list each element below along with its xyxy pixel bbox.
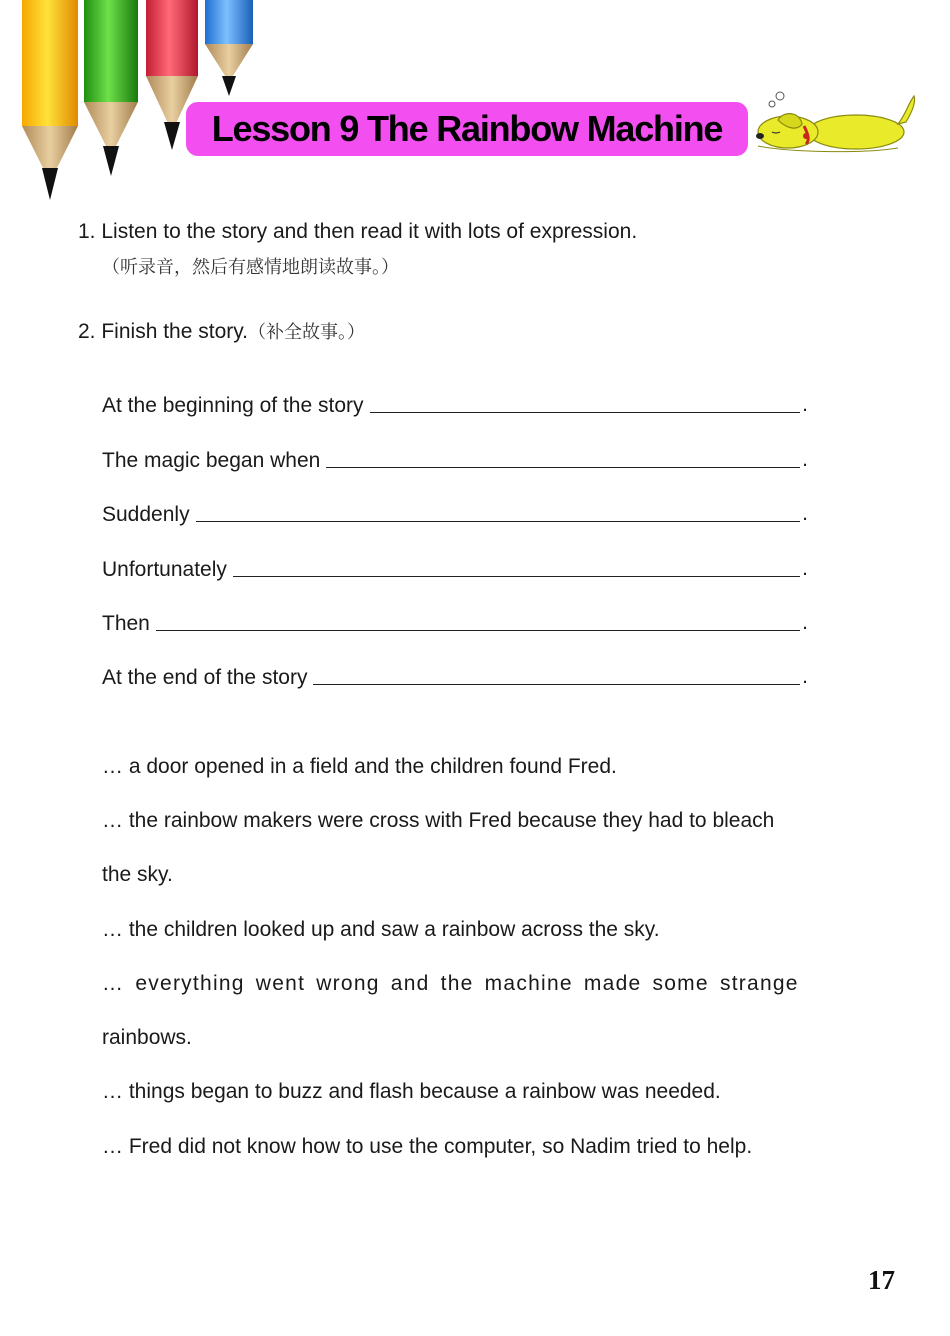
story-option: … Fred did not know how to use the computer, so Nadim tried to help.	[102, 1135, 753, 1158]
blue-pencil	[205, 0, 253, 96]
answer-blank[interactable]	[156, 610, 800, 631]
answer-blank[interactable]	[233, 556, 800, 577]
story-option: … the rainbow makers were cross with Fred because they had to bleach	[102, 809, 775, 832]
instruction-2-text: Finish the story.	[101, 320, 249, 343]
yellow-pencil	[22, 0, 78, 200]
answer-blank[interactable]	[313, 664, 800, 685]
lesson-title-banner	[186, 102, 748, 156]
lesson-title: Lesson 9 The Rainbow Machine	[211, 108, 723, 149]
fill-in-prompt: Suddenly	[102, 503, 190, 526]
story-option-continuation: rainbows.	[102, 1026, 192, 1049]
fill-in-row: Unfortunately .	[102, 557, 808, 581]
answer-blank[interactable]	[196, 501, 801, 522]
instruction-2-number: 2.	[78, 320, 96, 343]
sleeping-dog-icon	[748, 90, 920, 156]
story-option: … a door opened in a field and the children found Fred.	[102, 755, 617, 778]
fill-in-row: Then .	[102, 611, 808, 635]
story-option-continuation: the sky.	[102, 863, 173, 886]
instruction-2-translation: （补全故事。）	[248, 322, 366, 343]
instruction-1-number: 1.	[78, 220, 96, 243]
green-pencil	[84, 0, 138, 176]
fill-in-prompt: Unfortunately	[102, 558, 227, 581]
story-option: … things began to buzz and flash because a rainbow was needed.	[102, 1080, 721, 1103]
story-option: … the children looked up and saw a rainbow across the sky.	[102, 918, 660, 941]
fill-in-prompt: Then	[102, 612, 150, 635]
instruction-2	[78, 318, 365, 344]
fill-in-prompt: The magic began when	[102, 449, 321, 472]
fill-in-row: The magic began when .	[102, 448, 808, 472]
instruction-1-text: Listen to the story and then read it with lots of expression.	[101, 220, 638, 243]
page-number: 17	[868, 1265, 895, 1295]
fill-in-row: At the end of the story .	[102, 665, 808, 689]
fill-in-prompt: At the end of the story	[102, 666, 308, 689]
story-option: … everything went wrong and the machine made some strange	[102, 972, 799, 995]
instruction-1	[78, 220, 637, 244]
fill-in-row: Suddenly .	[102, 502, 808, 526]
instruction-1-translation: （听录音，然后有感情地朗读故事。）	[102, 257, 399, 278]
fill-in-prompt: At the beginning of the story	[102, 394, 364, 417]
answer-blank[interactable]	[370, 392, 801, 413]
fill-in-row: At the beginning of the story .	[102, 393, 808, 417]
answer-blank[interactable]	[326, 447, 800, 468]
